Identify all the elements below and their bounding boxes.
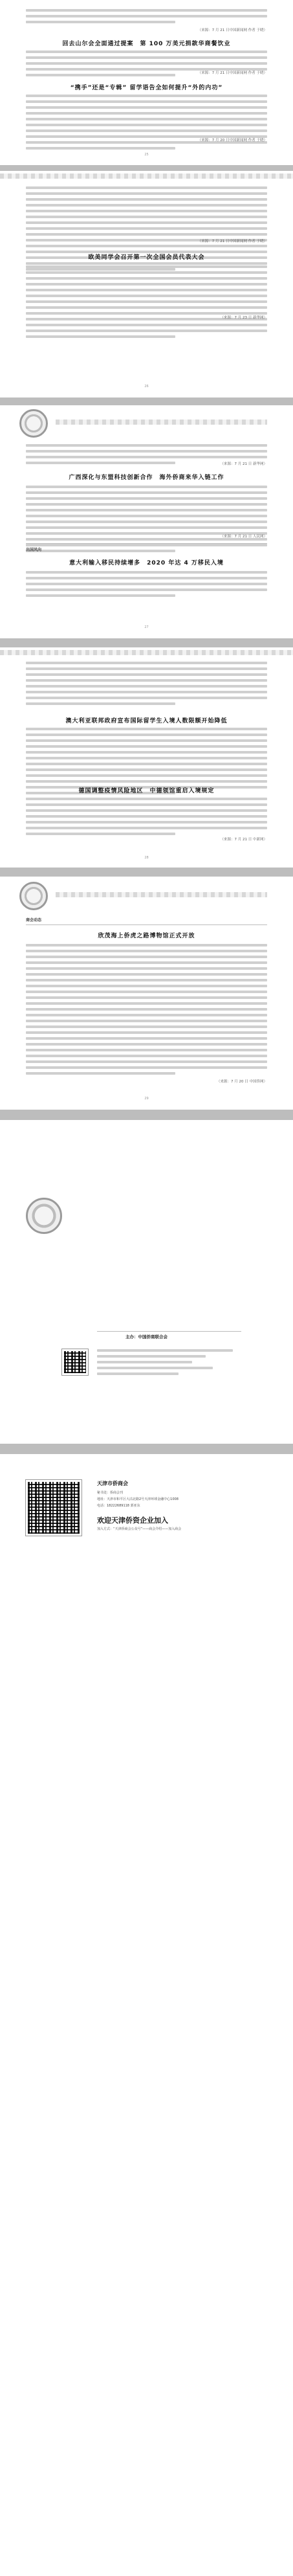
page-header-stripe <box>56 420 267 425</box>
page-number: 27 <box>144 625 149 629</box>
article-1-credit: （来源：7 月 21 日中国新闻网 作者 于晓） <box>197 240 267 243</box>
article-3-title: “携手”还是“专辑” 留学语告全如何提升“外的内功” <box>70 85 223 91</box>
article-2-body <box>26 486 267 555</box>
page-3 <box>0 405 293 638</box>
emblem-seal-icon <box>19 882 48 910</box>
emblem-seal-icon <box>26 1198 62 1234</box>
article-1-body <box>26 9 267 27</box>
page-4 <box>0 647 293 868</box>
sponsor-line: 主办：中国侨商联合会 <box>125 1334 168 1339</box>
page-divider <box>0 1110 293 1120</box>
article-2-credit: （来源：7 月 21 日中国新闻网 作者 于晓） <box>197 71 267 75</box>
article-1-body <box>26 944 267 1078</box>
page-header-stripe <box>0 174 293 179</box>
page-header-stripe <box>56 892 267 897</box>
article-2-body <box>26 265 267 341</box>
article-2-credit: （来源：7 月 23 日 新华网） <box>220 316 267 320</box>
ad-line-2: 地址：天津市和平区大沽北路2号天津环球金融中心1008 <box>97 1497 179 1501</box>
article-1-credit: （来源：7 月 21 日 新华网） <box>220 462 267 466</box>
article-3-credit: （来源：7 月 20 日中国新闻网 作者 于晓） <box>197 139 267 142</box>
article-3-body <box>26 571 267 600</box>
article-3-body <box>26 95 267 153</box>
qr-code-icon <box>62 1349 88 1375</box>
page-5 <box>0 877 293 1110</box>
page-1 <box>0 0 293 165</box>
article-2-title: 德国调整疫情风险地区 中德领馆重启入境规定 <box>78 788 215 794</box>
page-divider <box>0 638 293 647</box>
article-2-title: 回去山尔会全面通过提案 第 100 万美元捐款华商餐饮业 <box>62 41 231 47</box>
ad-headline: 欢迎天津侨资企业加入 <box>97 1516 168 1525</box>
ad-footer: 加入方式：“天津侨商会公众号”——商会介绍——加入商会 <box>97 1527 182 1531</box>
page-number: 25 <box>144 153 149 157</box>
section-tag: 出国风向 <box>26 548 42 552</box>
emblem-seal-icon <box>19 409 48 438</box>
article-0-body <box>26 662 267 708</box>
back-cover-contact-block <box>97 1349 233 1378</box>
article-2-body <box>26 50 267 80</box>
section-rule <box>26 543 267 544</box>
page-number: 29 <box>144 1097 149 1101</box>
page-header-stripe <box>0 650 293 655</box>
article-2-title: 欧美同学会召开第一次全国会员代表大会 <box>88 254 205 261</box>
section-tag: 商会动态 <box>26 918 42 923</box>
ad-line-1: 秘书处：侨商会刊 <box>97 1491 124 1495</box>
section-rule <box>26 924 267 925</box>
article-2-body <box>26 798 267 838</box>
article-2-title: 广西深化与东盟科技创新合作 海外侨商来华入链工作 <box>69 475 224 481</box>
sponsor-rule <box>97 1331 241 1332</box>
page-number: 28 <box>144 856 149 860</box>
qr-code-icon <box>26 1480 81 1536</box>
ad-org-name: 天津市侨商会 <box>97 1481 128 1486</box>
page-divider <box>0 398 293 405</box>
page-divider <box>0 868 293 877</box>
page-divider <box>0 1444 293 1454</box>
page-divider <box>0 165 293 171</box>
ad-line-3: 电话：18222689118 郭亚东 <box>97 1504 140 1508</box>
article-2-credit: （来源：7 月 21 日 人民网） <box>220 535 267 539</box>
back-cover <box>0 1120 293 1444</box>
article-1-title: 欣茂海上侨虎之路博物馆正式开放 <box>98 933 195 939</box>
article-1-credit: （来源：7 月 21 日中国新闻网 作者 于晓） <box>197 28 267 32</box>
page-2 <box>0 171 293 398</box>
article-3-title: 意大利输入移民持续增多 2020 年达 4 万移民入境 <box>69 560 224 566</box>
article-2-credit: （来源：7 月 21 日 中新网） <box>220 838 267 842</box>
article-1-title: 澳大利亚联邦政府宣布国际留学生入境人数限额开始降低 <box>65 718 228 724</box>
page-number: 26 <box>144 385 149 388</box>
article-1-credit: （来源：7 月 20 日 中国侨网） <box>217 1080 267 1084</box>
chamber-ad-page <box>0 1454 293 2576</box>
